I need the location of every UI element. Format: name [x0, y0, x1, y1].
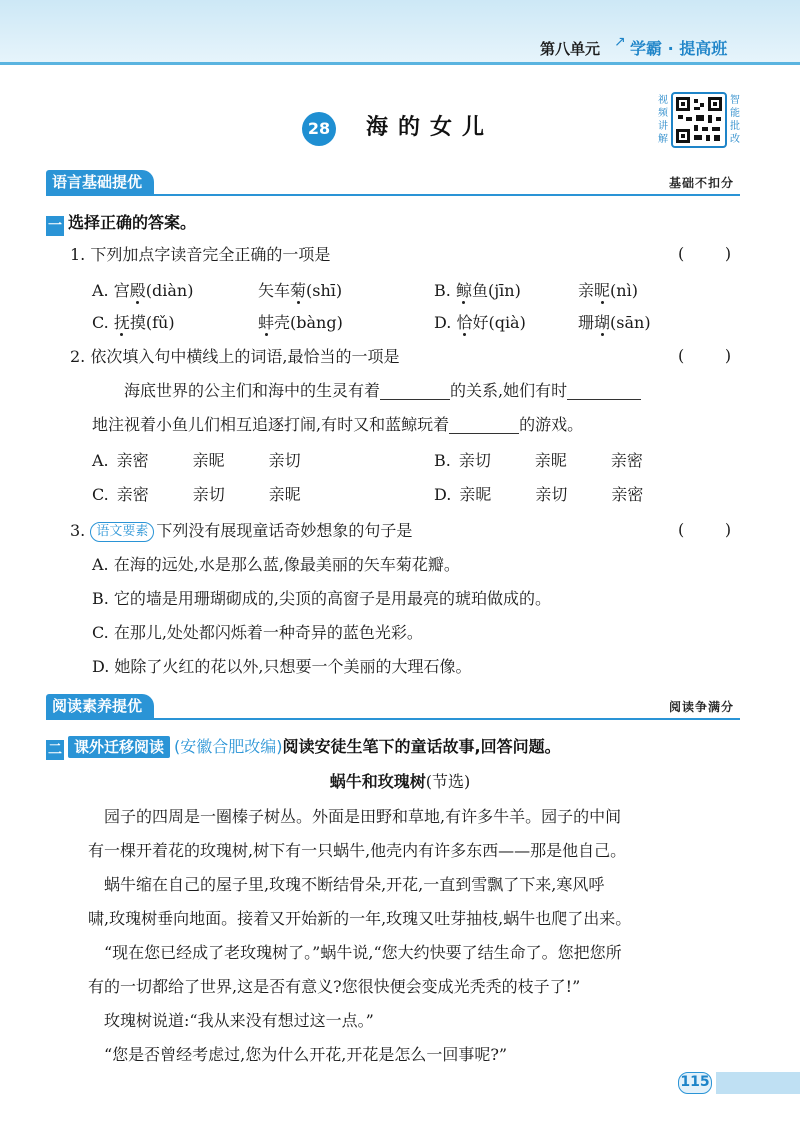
story-line-6: 有的一切都给了世界,这是否有意义?您很快便会变成光秃秃的枝子了!” [88, 977, 581, 996]
story-line-5: “现在您已经成了老玫瑰树了。”蜗牛说,“您大约快要了结生命了。您把您所 [104, 943, 622, 962]
part-heading-1 [46, 210, 196, 236]
section-title: 语言基础提优 [46, 170, 154, 194]
question-1-stem: 1. 下列加点字读音完全正确的一项是 [70, 245, 331, 264]
q3-option-d[interactable]: D. 她除了火红的花以外,只想要一个美丽的大理石像。 [92, 657, 472, 676]
story-title: 蜗牛和玫瑰树(节选) [329, 772, 471, 791]
answer-blank-1[interactable]: ( ) [678, 244, 732, 263]
question-3-stem: 3. 语文要素 下列没有展现童话奇妙想象的句子是 [70, 521, 413, 540]
q1-option-b1[interactable]: B. 鲸鱼(jīn) [434, 281, 521, 300]
fill-blank-3[interactable] [449, 416, 519, 434]
tag-language-element: 语文要素 [90, 522, 154, 542]
story-line-3: 蜗牛缩在自己的屋子里,玫瑰不断结骨朵,开花,一直到雪飘了下来,寒风呼 [104, 875, 605, 894]
q2-option-d[interactable]: D. 亲昵 亲切 亲密 [434, 485, 644, 504]
fill-blank-2[interactable] [567, 382, 641, 400]
brand-arrow-icon: ↗ [614, 34, 626, 50]
part-title: 选择正确的答案。 [68, 213, 197, 232]
fill-blank-1[interactable] [380, 382, 450, 400]
part-number: 一 [48, 218, 62, 234]
section-bar-reading [46, 694, 740, 720]
q2-option-b[interactable]: B. 亲切 亲昵 亲密 [434, 451, 643, 470]
section-bar-language [46, 170, 740, 196]
q1-option-c2[interactable]: 蚌壳(bàng) [258, 313, 343, 332]
section-title: 阅读素养提优 [46, 694, 154, 718]
unit-label: 第八单元 [540, 40, 601, 58]
q2-passage-line-1: 海底世界的公主们和海中的生灵有着 的关系,她们有时 [124, 380, 641, 402]
q1-option-c1[interactable]: C. 抚摸(fǔ) [92, 313, 175, 332]
section-slogan: 阅读争满分 [668, 700, 734, 714]
answer-blank-2[interactable]: ( ) [678, 346, 732, 365]
q3-option-b[interactable]: B. 它的墙是用珊瑚砌成的,尖顶的高窗子是用最亮的琥珀做成的。 [92, 589, 552, 608]
qr-left-label: 视频讲解 [658, 95, 668, 145]
story-line-7: 玫瑰树说道:“我从来没有想过这一点。” [104, 1011, 374, 1030]
part-title: 阅读安徒生笔下的童话故事,回答问题。 [282, 737, 561, 756]
q3-option-a[interactable]: A. 在海的远处,水是那么蓝,像最美丽的矢车菊花瓣。 [92, 555, 460, 574]
q2-passage-line-2: 地注视着小鱼儿们相互追逐打闹,有时又和蓝鲸玩着 的游戏。 [92, 415, 584, 434]
answer-blank-3[interactable]: ( ) [678, 520, 732, 539]
q3-option-c[interactable]: C. 在那儿,处处都闪烁着一种奇异的蓝色光彩。 [92, 623, 423, 642]
section-slogan: 基础不扣分 [668, 176, 734, 190]
tag-extracurricular-reading: 课外迁移阅读 [68, 736, 170, 758]
brand-label: 学霸 · 提高班 [630, 39, 728, 58]
part-number: 二 [48, 742, 62, 758]
qr-right-label: 智能批改 [730, 95, 740, 145]
page-number: 115 [678, 1072, 712, 1094]
qr-code-icon[interactable] [671, 92, 727, 148]
page-edge-tab [716, 1072, 800, 1094]
story-line-8: “您是否曾经考虑过,您为什么开花,开花是怎么一回事呢?” [104, 1045, 508, 1064]
story-line-2: 有一棵开着花的玫瑰树,树下有一只蜗牛,他壳内有许多东西——那是他自己。 [88, 841, 627, 860]
lesson-title: 海的女儿 [366, 115, 495, 140]
section-underline [46, 194, 740, 196]
q1-option-a1[interactable]: A. 宫殿(diàn) [92, 281, 194, 300]
question-2-stem: 2. 依次填入句中横线上的词语,最恰当的一项是 [70, 347, 400, 366]
story-line-4: 啸,玫瑰树垂向地面。接着又开始新的一年,玫瑰又吐芽抽枝,蜗牛也爬了出来。 [88, 909, 632, 928]
q1-option-a2[interactable]: 矢车菊(shī) [258, 281, 343, 300]
q1-option-d2[interactable]: 珊瑚(sān) [578, 313, 651, 332]
lesson-number: 28 [302, 112, 336, 146]
source-note: (安徽合肥改编) [174, 737, 283, 756]
q1-option-d1[interactable]: D. 恰好(qià) [434, 313, 526, 332]
header-divider [0, 62, 800, 65]
section-underline [46, 718, 740, 720]
story-line-1: 园子的四周是一圈榛子树丛。外面是田野和草地,有许多牛羊。园子的中间 [104, 807, 622, 826]
part-heading-2 [46, 734, 561, 760]
q2-option-a[interactable]: A. 亲密 亲昵 亲切 [92, 451, 301, 470]
q1-option-b2[interactable]: 亲昵(nì) [578, 281, 638, 300]
qr-code-block[interactable] [656, 92, 742, 150]
q2-option-c[interactable]: C. 亲密 亲切 亲昵 [92, 485, 301, 504]
